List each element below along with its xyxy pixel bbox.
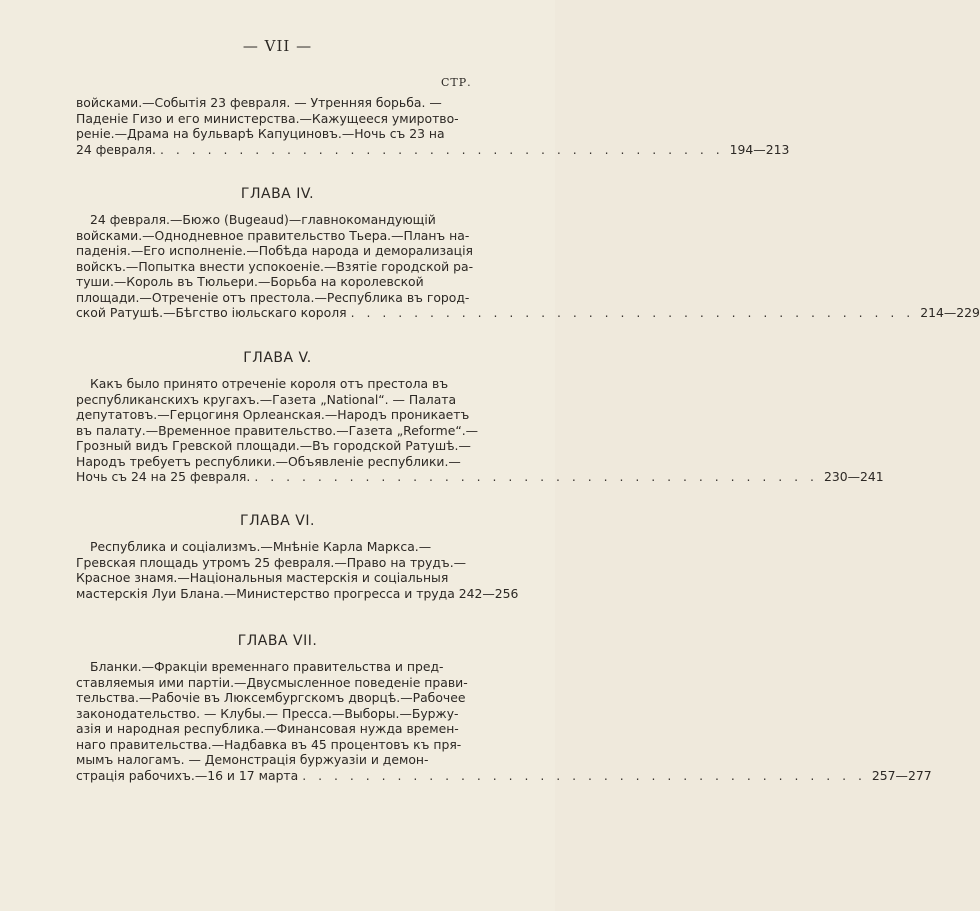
toc-line	[76, 555, 477, 571]
toc-entry-chapter-iv	[76, 212, 980, 321]
toc-line-text: Паденіе Гизо и его министерства.—Кажущееся умиротво-	[76, 110, 459, 126]
toc-line	[76, 454, 477, 470]
toc-line	[76, 539, 477, 555]
toc-line-with-pages	[76, 141, 790, 158]
toc-line-text: 24 февраля.—Бюжо (Bugeaud)—главнокомандующій	[90, 212, 436, 227]
page-range: 194—213	[729, 141, 790, 157]
toc-line-text: паденія.—Его исполненіе.—Побѣда народа и деморализація	[76, 243, 474, 258]
toc-line-text: войскъ.—Попытка внести успокоеніе.—Взятіе городской ра-	[76, 258, 474, 274]
toc-line-text: республиканскихъ кругахъ.—Газета „National“. — Палата	[76, 391, 457, 407]
toc-line	[76, 95, 477, 111]
toc-line-with-pages	[76, 469, 884, 485]
toc-line	[76, 228, 477, 244]
toc-line-text: законодательство. — Клубы.— Пресса.—Выборы.—Буржу-	[76, 705, 459, 721]
toc-line-text: площади.—Отреченіе отъ престола.—Республика въ город-	[76, 289, 470, 305]
page-column-label: СТР.	[441, 76, 472, 89]
toc-line-text: Какъ было принято отреченіе короля отъ престола въ	[90, 376, 449, 391]
toc-line-text: войсками.—Событія 23 февраля. — Утренняя борьба. —	[76, 95, 442, 110]
toc-line	[76, 407, 477, 423]
toc-line-text: тельства.—Рабочіе въ Люксембургскомъ дворцѣ.—Рабочее	[76, 690, 466, 705]
chapter-heading-vi: ГЛАВА VI.	[240, 513, 315, 529]
toc-line	[76, 212, 477, 228]
toc-line-text: азія и народная республика.—Финансовая нужда времен-	[76, 721, 459, 736]
toc-line-text: Ночь съ 24 на 25 февраля.	[76, 469, 251, 484]
toc-line-text: Народъ требуетъ республики.—Объявленіе республики.—	[76, 453, 461, 469]
chapter-heading-iv: ГЛАВА IV.	[240, 186, 315, 202]
page-range: 257—277	[871, 767, 932, 783]
toc-entry-chapter-vi	[76, 539, 519, 601]
leader-dots: . . . . . . . . . . . . . . . . . . . . . . . . . . . . . . . . . . . .	[254, 469, 818, 484]
toc-line-text: въ палату.—Временное правительство.—Газета „Reforme“.—	[76, 422, 479, 438]
toc-line-text: мастерскія Луи Блана.—Министерство прогресса и труда 242—256	[76, 585, 519, 601]
toc-line-text: депутатовъ.—Герцогиня Орлеанская.—Народъ проникаетъ	[76, 407, 470, 422]
toc-entry-chapter-v	[76, 376, 884, 485]
toc-line-text: Бланки.—Фракціи временнаго правительства и пред-	[90, 659, 444, 674]
leader-dots: . . . . . . . . . . . . . . . . . . . . . . . . . . . . . . . . . . . .	[302, 767, 866, 783]
toc-line-text: мымъ налогамъ. — Демонстрація буржуазіи и демон-	[76, 752, 429, 767]
toc-line-text: Красное знамя.—Національныя мастерскія и соціальныя	[76, 570, 449, 585]
toc-line	[76, 438, 477, 454]
toc-line-with-pages	[76, 305, 980, 321]
toc-line-text: войсками.—Однодневное правительство Тьера.—Планъ на-	[76, 227, 470, 243]
toc-line-text: Грозный видъ Гревской площади.—Въ городской Ратушѣ.—	[76, 438, 471, 453]
page-range: 230—241	[823, 469, 884, 484]
toc-line	[76, 737, 477, 753]
toc-line	[76, 423, 477, 439]
toc-line	[76, 259, 477, 275]
toc-line-text: 24 февраля.	[76, 141, 156, 157]
toc-line	[76, 274, 477, 290]
chapter-heading-vii: ГЛАВА VII.	[237, 633, 318, 649]
toc-line-text: Республика и соціализмъ.—Мнѣніе Карла Маркса.—	[90, 539, 432, 554]
toc-line	[76, 706, 477, 722]
toc-line	[76, 585, 519, 602]
toc-line-text: ставляемыя ими партіи.—Двусмысленное поведеніе прави-	[76, 674, 468, 690]
toc-line-text: Гревская площадь утромъ 25 февраля.—Право на трудъ.—	[76, 554, 467, 570]
leader-dots: . . . . . . . . . . . . . . . . . . . . . . . . . . . . . . . . . . . .	[160, 141, 724, 157]
toc-line	[76, 243, 477, 259]
toc-line	[76, 721, 477, 737]
toc-entry-chapter-vii	[76, 659, 932, 783]
toc-line-text: реніе.—Драма на бульварѣ Капуциновъ.—Ночь съ 23 на	[76, 126, 445, 141]
toc-line-text: ской Ратушѣ.—Бѣгство іюльскаго короля	[76, 305, 347, 320]
toc-line	[76, 752, 477, 768]
toc-line-text: туши.—Король въ Тюльери.—Борьба на королевской	[76, 274, 424, 289]
toc-line	[76, 570, 477, 586]
toc-line	[76, 290, 477, 306]
toc-entry-continuation	[76, 95, 790, 157]
toc-line	[76, 392, 477, 408]
toc-line	[76, 675, 477, 691]
chapter-heading-v: ГЛАВА V.	[243, 350, 312, 366]
toc-line	[76, 690, 477, 706]
toc-line	[76, 376, 477, 392]
toc-line-text: наго правительства.—Надбавка въ 45 процентовъ къ пря-	[76, 736, 462, 752]
toc-line	[76, 126, 477, 142]
toc-line-text: страція рабочихъ.—16 и 17 марта	[76, 767, 299, 783]
leader-dots: . . . . . . . . . . . . . . . . . . . . . . . . . . . . . . . . . . . .	[350, 305, 915, 320]
page-range: 214—229	[920, 305, 980, 320]
toc-line	[76, 659, 477, 675]
toc-line-with-pages	[76, 767, 932, 784]
toc-line	[76, 111, 477, 127]
page-number: — VII —	[242, 37, 313, 55]
